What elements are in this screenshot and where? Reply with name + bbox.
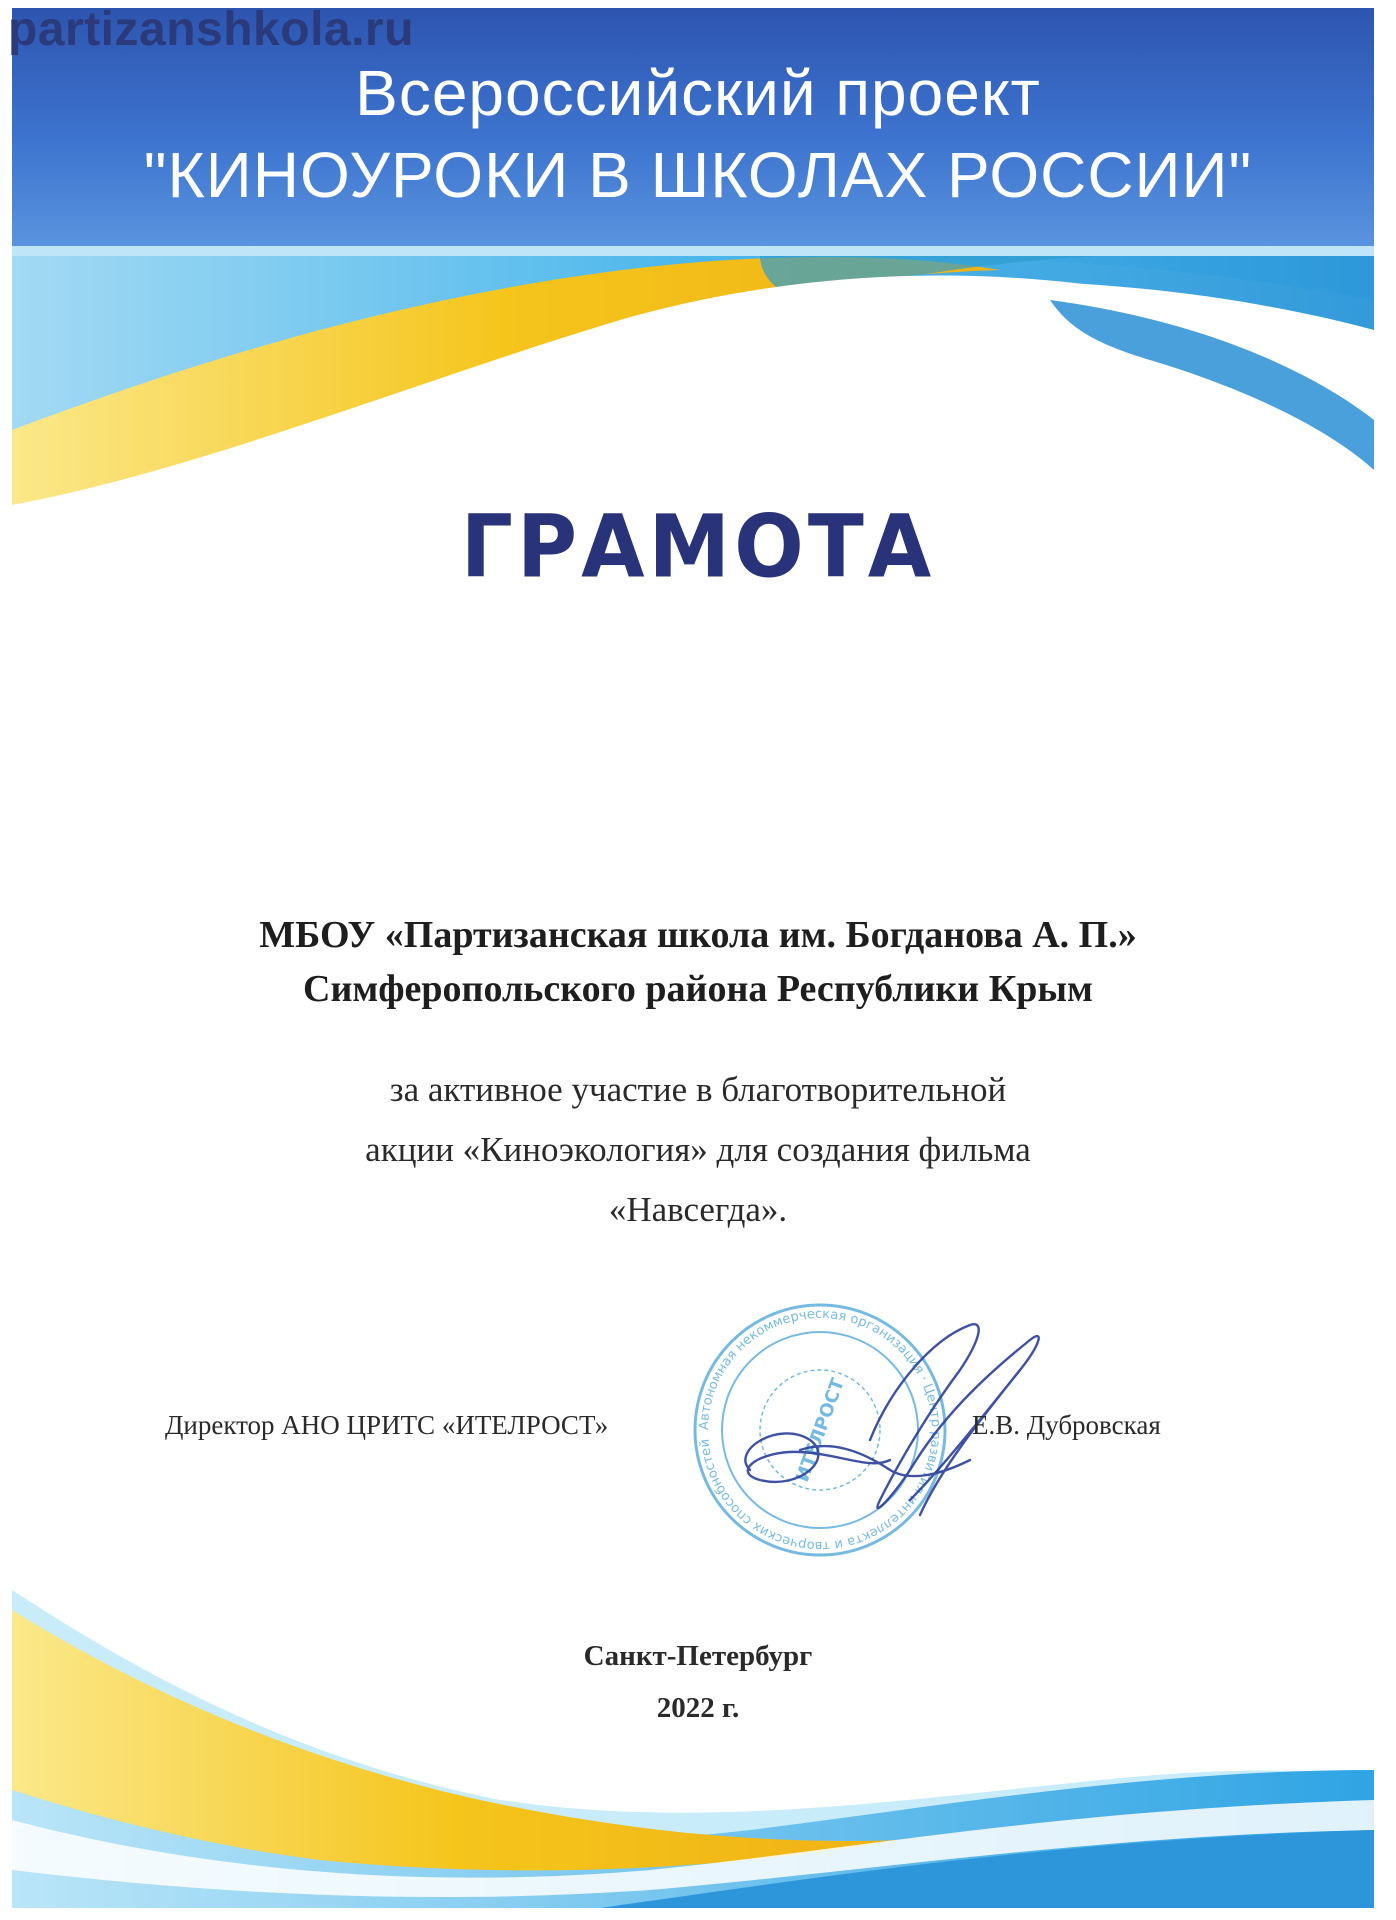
footer-city: Санкт-Петербург (583, 1640, 813, 1672)
signer-position: Директор АНО ЦРИТС «ИТЕЛРОСТ» (165, 1410, 609, 1440)
stamp-center-text: ИТЕЛРОСТ (792, 1375, 849, 1485)
award-reason (0, 1060, 1396, 1240)
footer-block (0, 1630, 1396, 1734)
recipient-block (0, 908, 1396, 1016)
stamp-icon (695, 1305, 945, 1555)
stamp-outer-text: Автономная некоммерческая организация · Центр развития интеллекта и творческих способностей (696, 1306, 944, 1554)
reason-line2: акции «Киноэкология» для создания фильма (365, 1130, 1031, 1169)
project-title (0, 52, 1396, 216)
signer-name: Е.В. Дубровская (972, 1410, 1161, 1440)
reason-line1: за активное участие в благотворительной (389, 1070, 1007, 1109)
reason-line3: «Навсегда». (608, 1190, 788, 1229)
website-watermark: partizanshkola.ru (8, 3, 414, 56)
footer-year: 2022 г. (656, 1692, 740, 1724)
project-title-line2: "КИНОУРОКИ В ШКОЛАХ РОССИИ" (143, 139, 1253, 211)
recipient-line1: МБОУ «Партизанская школа им. Богданова А. П.» (259, 914, 1137, 956)
document-title: ГРАМОТА (460, 497, 936, 598)
recipient-line2: Симферопольского района Республики Крым (303, 968, 1093, 1010)
project-title-line1: Всероссийский проект (355, 57, 1041, 129)
